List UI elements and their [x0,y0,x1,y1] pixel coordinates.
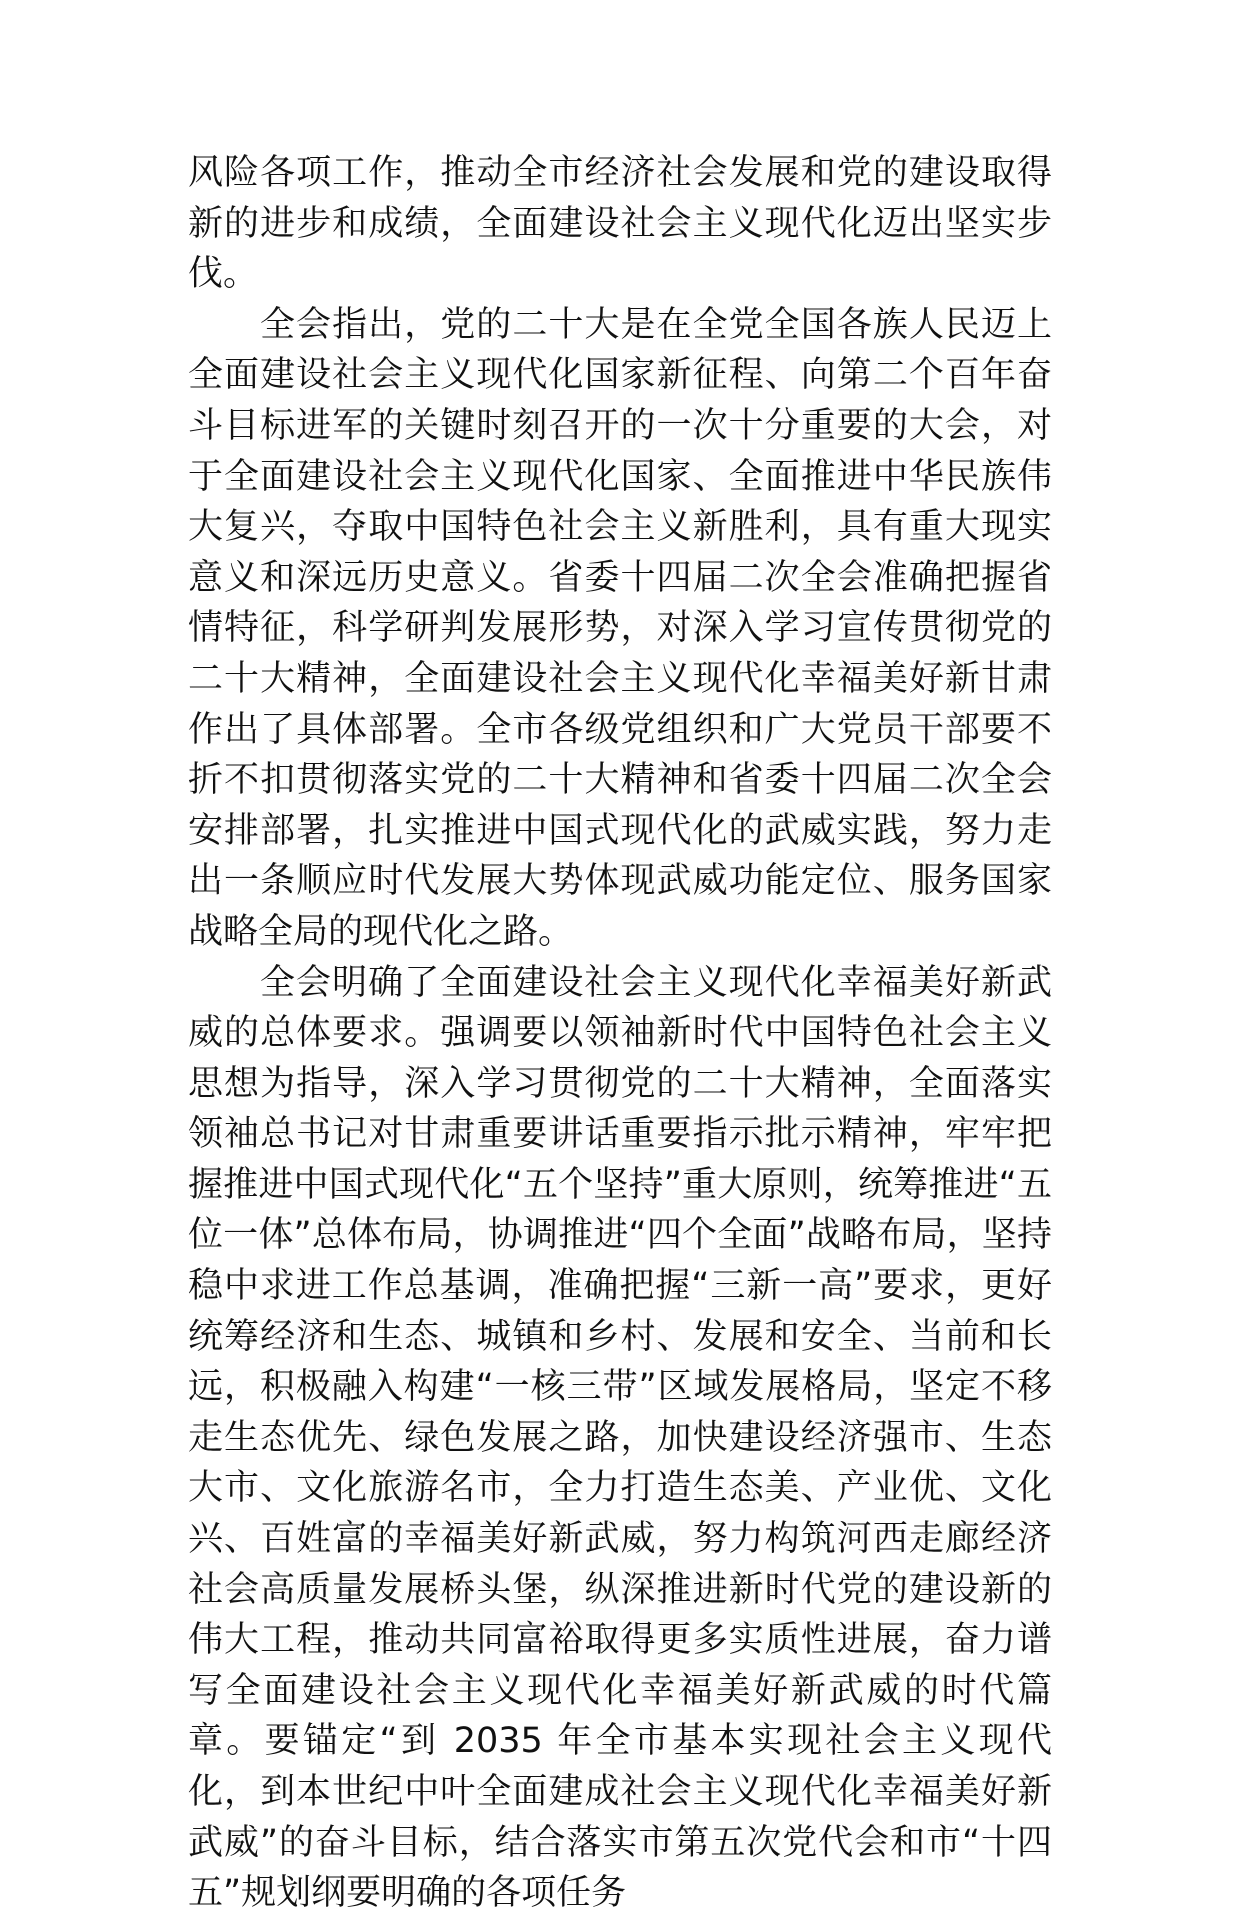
paragraph-plenary-points-out: 全会指出，党的二十大是在全党全国各族人民迈上全面建设社会主义现代化国家新征程、向第二个百年奋斗目标进军的关键时刻召开的一次十分重要的大会，对于全面建设社会主义现代化国家、全面推进中华民族伟大复兴，夺取中国特色社会主义新胜利，具有重大现实意义和深远历史意义。省委十四届二次全会准确把握省情特征，科学研判发展形势，对深入学习宣传贯彻党的二十大精神，全面建设社会主义现代化幸福美好新甘肃作出了具体部署。全市各级党组织和广大党员干部要不折不扣贯彻落实党的二十大精神和省委十四届二次全会安排部署，扎实推进中国式现代化的武威实践，努力走出一条顺应时代发展大势体现武威功能定位、服务国家战略全局的现代化之路。 [188,304,1052,952]
paragraph-continuation: 风险各项工作，推动全市经济社会发展和党的建设取得新的进步和成绩，全面建设社会主义现代化迈出坚实步伐。 [188,153,1052,295]
document-page [188,148,1052,1919]
paragraph-plenary-requirements: 全会明确了全面建设社会主义现代化幸福美好新武威的总体要求。强调要以领袖新时代中国特色社会主义思想为指导，深入学习贯彻党的二十大精神，全面落实领袖总书记对甘肃重要讲话重要指示批示精神，牢牢把握推进中国式现代化“五个坚持”重大原则，统筹推进“五位一体”总体布局，协调推进“四个全面”战略布局，坚持稳中求进工作总基调，准确把握“三新一高”要求，更好统筹经济和生态、城镇和乡村、发展和安全、当前和长远，积极融入构建“一核三带”区域发展格局，坚定不移走生态优先、绿色发展之路，加快建设经济强市、生态大市、文化旅游名市，全力打造生态美、产业优、文化兴、百姓富的幸福美好新武威，努力构筑河西走廊经济社会高质量发展桥头堡，纵深推进新时代党的建设新的伟大工程，推动共同富裕取得更多实质性进展，奋力谱写全面建设社会主义现代化幸福美好新武威的时代篇章。要锚定“到 2035 年全市基本实现社会主义现代化，到本世纪中叶全面建成社会主义现代化幸福美好新武威”的奋斗目标，结合落实市第五次党代会和市“十四五”规划纲要明确的各项任务 [188,962,1052,1914]
